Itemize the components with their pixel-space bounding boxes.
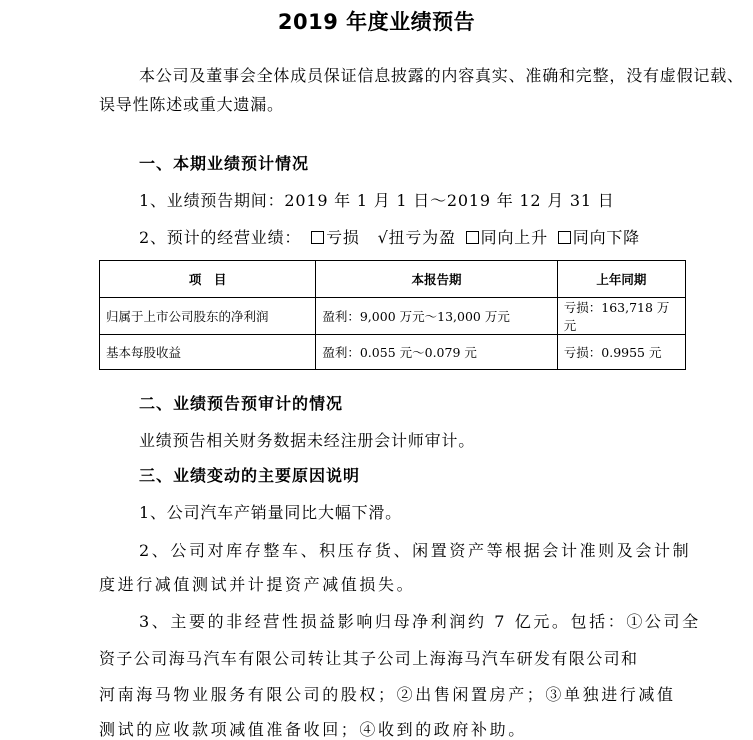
table-row (100, 335, 686, 370)
table-cell: 亏损：163,718 万元 (557, 298, 685, 335)
page-title: 2019 年度业绩预告 (277, 10, 476, 34)
checkbox-icon (466, 231, 479, 244)
section-3-heading: 三、业绩变动的主要原因说明 (139, 466, 361, 485)
table-header-item: 项 目 (100, 261, 316, 298)
forecast-type-line (139, 225, 640, 248)
reason-item-3-line-2: 资子公司海马汽车有限公司转让其子公司上海海马汽车研发有限公司和 (99, 649, 639, 668)
forecast-period: 1、业绩预告期间：2019 年 1 月 1 日～2019 年 12 月 31 日 (139, 191, 615, 210)
option-turnaround-label: 扭亏为盈 (388, 228, 456, 247)
intro-line-1: 本公司及董事会全体成员保证信息披露的内容真实、准确和完整，没有虚假记载、 (139, 66, 744, 85)
section-1-heading: 一、本期业绩预计情况 (139, 154, 310, 173)
option-loss-label: 亏损 (326, 228, 360, 247)
checkbox-icon (558, 231, 571, 244)
check-mark-icon: √ (377, 228, 389, 247)
option-increase-label: 同向上升 (480, 228, 548, 247)
forecast-type-label: 2、预计的经营业绩： (139, 228, 302, 247)
forecast-table (99, 260, 686, 370)
table-cell: 归属于上市公司股东的净利润 (100, 298, 316, 335)
section-2-heading: 二、业绩预告预审计的情况 (139, 394, 344, 413)
reason-item-3-line-3: 河南海马物业服务有限公司的股权；②出售闲置房产；③单独进行减值 (99, 685, 676, 704)
table-row (100, 298, 686, 335)
table-cell: 基本每股收益 (100, 335, 316, 370)
reason-item-1: 1、公司汽车产销量同比大幅下滑。 (139, 503, 402, 522)
table-header-current: 本报告期 (316, 261, 557, 298)
intro-line-2: 误导性陈述或重大遗漏。 (99, 95, 284, 114)
table-cell: 盈利：0.055 元～0.079 元 (316, 335, 557, 370)
table-cell: 盈利：9,000 万元～13,000 万元 (316, 298, 557, 335)
reason-item-2-line-1: 2、公司对库存整车、积压存货、闲置资产等根据会计准则及会计制 (139, 541, 692, 560)
table-header-row (100, 261, 686, 298)
section-2-body: 业绩预告相关财务数据未经注册会计师审计。 (139, 431, 476, 450)
checkbox-icon (311, 231, 324, 244)
reason-item-3-line-4: 测试的应收款项减值准备收回；④收到的政府补助。 (99, 720, 527, 739)
reason-item-2-line-2: 度进行减值测试并计提资产减值损失。 (99, 575, 416, 594)
reason-item-3-line-1: 3、主要的非经营性损益影响归母净利润约 7 亿元。包括：①公司全 (139, 612, 701, 631)
table-cell: 亏损：0.9955 元 (557, 335, 685, 370)
table-header-prior: 上年同期 (557, 261, 685, 298)
option-decrease-label: 同向下降 (572, 228, 640, 247)
